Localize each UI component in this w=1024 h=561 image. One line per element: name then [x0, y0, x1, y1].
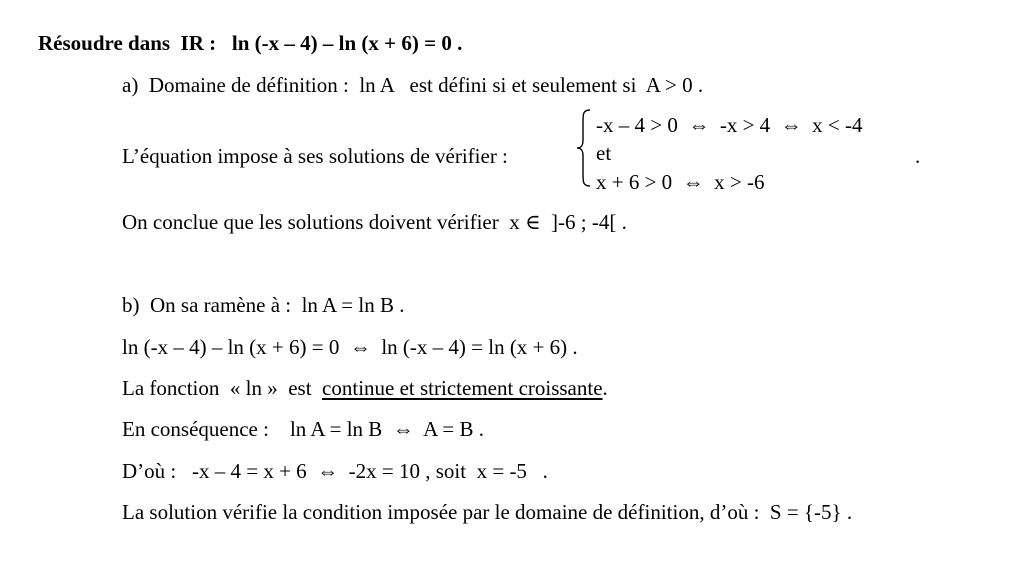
solution-line: La solution vérifie la condition imposée par le domaine de définition, d’où : S = {-5} . — [122, 500, 853, 524]
function-prefix: La fonction « ln » est — [122, 376, 323, 400]
function-suffix: . — [602, 376, 608, 400]
consequence-line: En conséquence : ln A = ln B ⇔ A = B . — [122, 417, 485, 441]
domain-definition-line: a) Domaine de définition : ln A est défini si et seulement si A > 0 . — [122, 73, 704, 97]
function-property-underlined: continue et strictement croissante — [322, 376, 603, 400]
system-row-2: et — [596, 141, 612, 165]
system-row-3: x + 6 > 0 ⇔ x > -6 — [596, 170, 765, 194]
condition-intro: L’équation impose à ses solutions de vérifier : — [122, 144, 508, 168]
exercise-title: Résoudre dans IR : ln (-x – 4) – ln (x + 6) = 0 . — [38, 31, 463, 55]
method-line: b) On sa ramène à : ln A = ln B . — [122, 293, 405, 317]
derivation-line: D’où : -x – 4 = x + 6 ⇔ -2x = 10 , soit x = -5 . — [122, 459, 548, 483]
domain-conclusion: On conclue que les solutions doivent vérifier x ∈ ]-6 ; -4[ . — [122, 210, 627, 234]
system-row-1: -x – 4 > 0 ⇔ -x > 4 ⇔ x < -4 — [596, 113, 863, 137]
system-end-period: . — [915, 144, 921, 168]
function-property-line — [122, 378, 608, 399]
left-brace-icon — [575, 108, 593, 188]
equivalence-line: ln (-x – 4) – ln (x + 6) = 0 ⇔ ln (-x – 4) = ln (x + 6) . — [122, 335, 578, 359]
